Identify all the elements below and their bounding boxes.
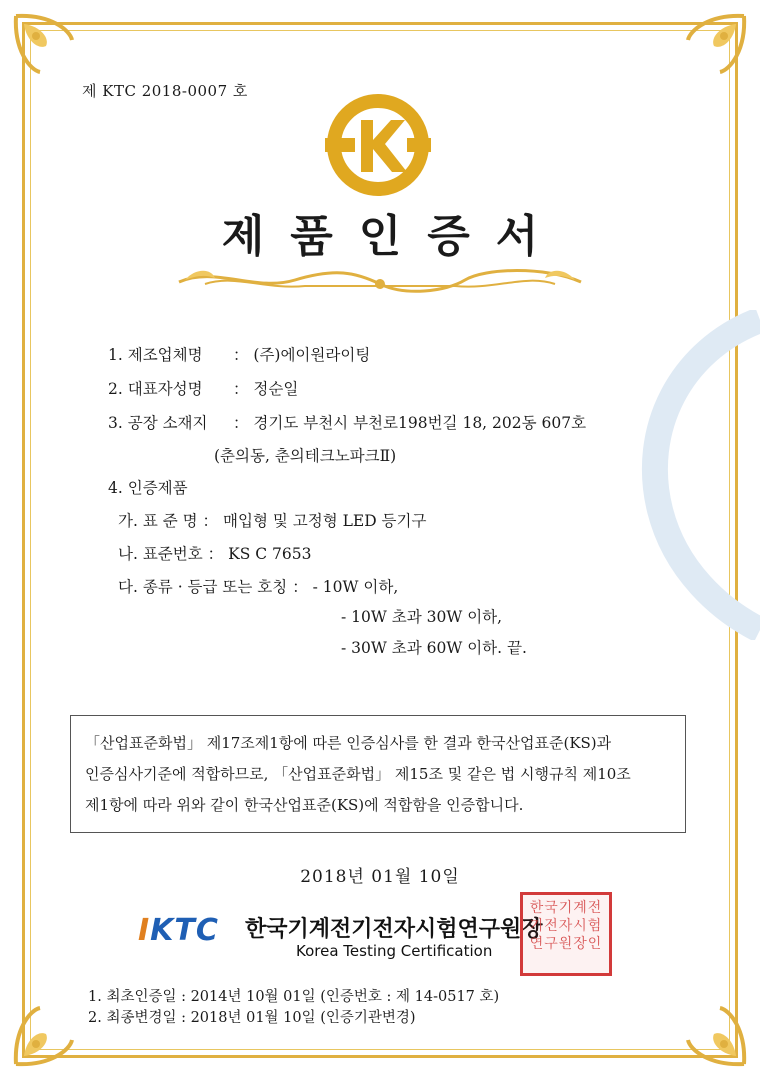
separator: ： bbox=[207, 545, 224, 563]
section-certified-product: 4. 인증제품 bbox=[108, 479, 188, 497]
standard-name-label: 가. 표 준 명 bbox=[118, 512, 198, 530]
issuer-name: 한국기계전기전자시험연구원장 bbox=[245, 917, 543, 942]
type-item: - 10W 이하, bbox=[312, 578, 399, 596]
factory-address-value: 경기도 부천시 부천로198번길 18, 202동 607호 bbox=[253, 414, 587, 432]
certificate-number: 제 KTC 2018-0007 호 bbox=[82, 82, 248, 100]
watermark-icon bbox=[620, 310, 760, 640]
representative-label: 2. 대표자성명 bbox=[108, 380, 203, 398]
official-seal bbox=[520, 892, 612, 976]
issue-date: 2018년 01월 10일 bbox=[300, 867, 460, 887]
types-row bbox=[118, 575, 398, 597]
type-item: - 10W 초과 30W 이하, bbox=[341, 608, 503, 626]
factory-address-line2: (춘의동, 춘의테크노파크Ⅱ) bbox=[214, 447, 397, 465]
footnote-first-certification: 1. 최초인증일 : 2014년 10월 01일 (인증번호 : 제 14-0517 호) bbox=[88, 989, 500, 1005]
issuer-name-english: Korea Testing Certification bbox=[296, 942, 493, 960]
ktc-logo: IKTC bbox=[138, 913, 219, 948]
seal-text: 한국기계전기전자시험연구원장인 bbox=[529, 900, 603, 952]
separator: ： bbox=[292, 578, 308, 596]
standard-name-row bbox=[118, 509, 426, 531]
certification-statement bbox=[70, 715, 686, 833]
manufacturer-label: 1. 제조업체명 bbox=[108, 346, 203, 364]
separator: ： bbox=[232, 414, 249, 432]
factory-address-label: 3. 공장 소재지 bbox=[108, 414, 208, 432]
corner-ornament-icon bbox=[10, 10, 80, 80]
standard-number-label: 나. 표준번호 bbox=[118, 545, 203, 563]
statement-line: 인증심사기준에 적합하므로, 「산업표준화법」 제15조 및 같은 법 시행규칙 제10조 bbox=[85, 765, 631, 783]
representative-row bbox=[108, 377, 298, 399]
factory-address-row bbox=[108, 411, 586, 433]
statement-line: 「산업표준화법」 제17조제1항에 따른 인증심사를 한 결과 한국산업표준(KS)과 bbox=[85, 734, 612, 752]
manufacturer-row bbox=[108, 343, 370, 365]
footnote-last-change: 2. 최종변경일 : 2018년 01월 10일 (인증기관변경) bbox=[88, 1010, 416, 1026]
type-item: - 30W 초과 60W 이하. 끝. bbox=[341, 639, 527, 657]
representative-value: 정순일 bbox=[253, 380, 299, 398]
standard-name-value: 매입형 및 고정형 LED 등기구 bbox=[223, 512, 427, 530]
standard-number-value: KS C 7653 bbox=[228, 545, 312, 563]
ks-mark-logo bbox=[325, 92, 431, 198]
standard-number-row bbox=[118, 542, 311, 564]
title-ornament-icon bbox=[175, 262, 585, 296]
separator: ： bbox=[232, 380, 249, 398]
manufacturer-value: (주)에이원라이팅 bbox=[253, 346, 371, 364]
separator: ： bbox=[232, 346, 249, 364]
corner-ornament-icon bbox=[680, 10, 750, 80]
page-title: 제품인증서 bbox=[221, 211, 565, 262]
separator: ： bbox=[202, 512, 219, 530]
types-label: 다. 종류 · 등급 또는 호칭 bbox=[118, 578, 288, 596]
statement-line: 제1항에 따라 위와 같이 한국산업표준(KS)에 적합함을 인증합니다. bbox=[85, 796, 524, 814]
corner-ornament-icon bbox=[10, 1000, 80, 1070]
ktc-logo-text: KTC bbox=[150, 913, 219, 948]
corner-ornament-icon bbox=[680, 1000, 750, 1070]
